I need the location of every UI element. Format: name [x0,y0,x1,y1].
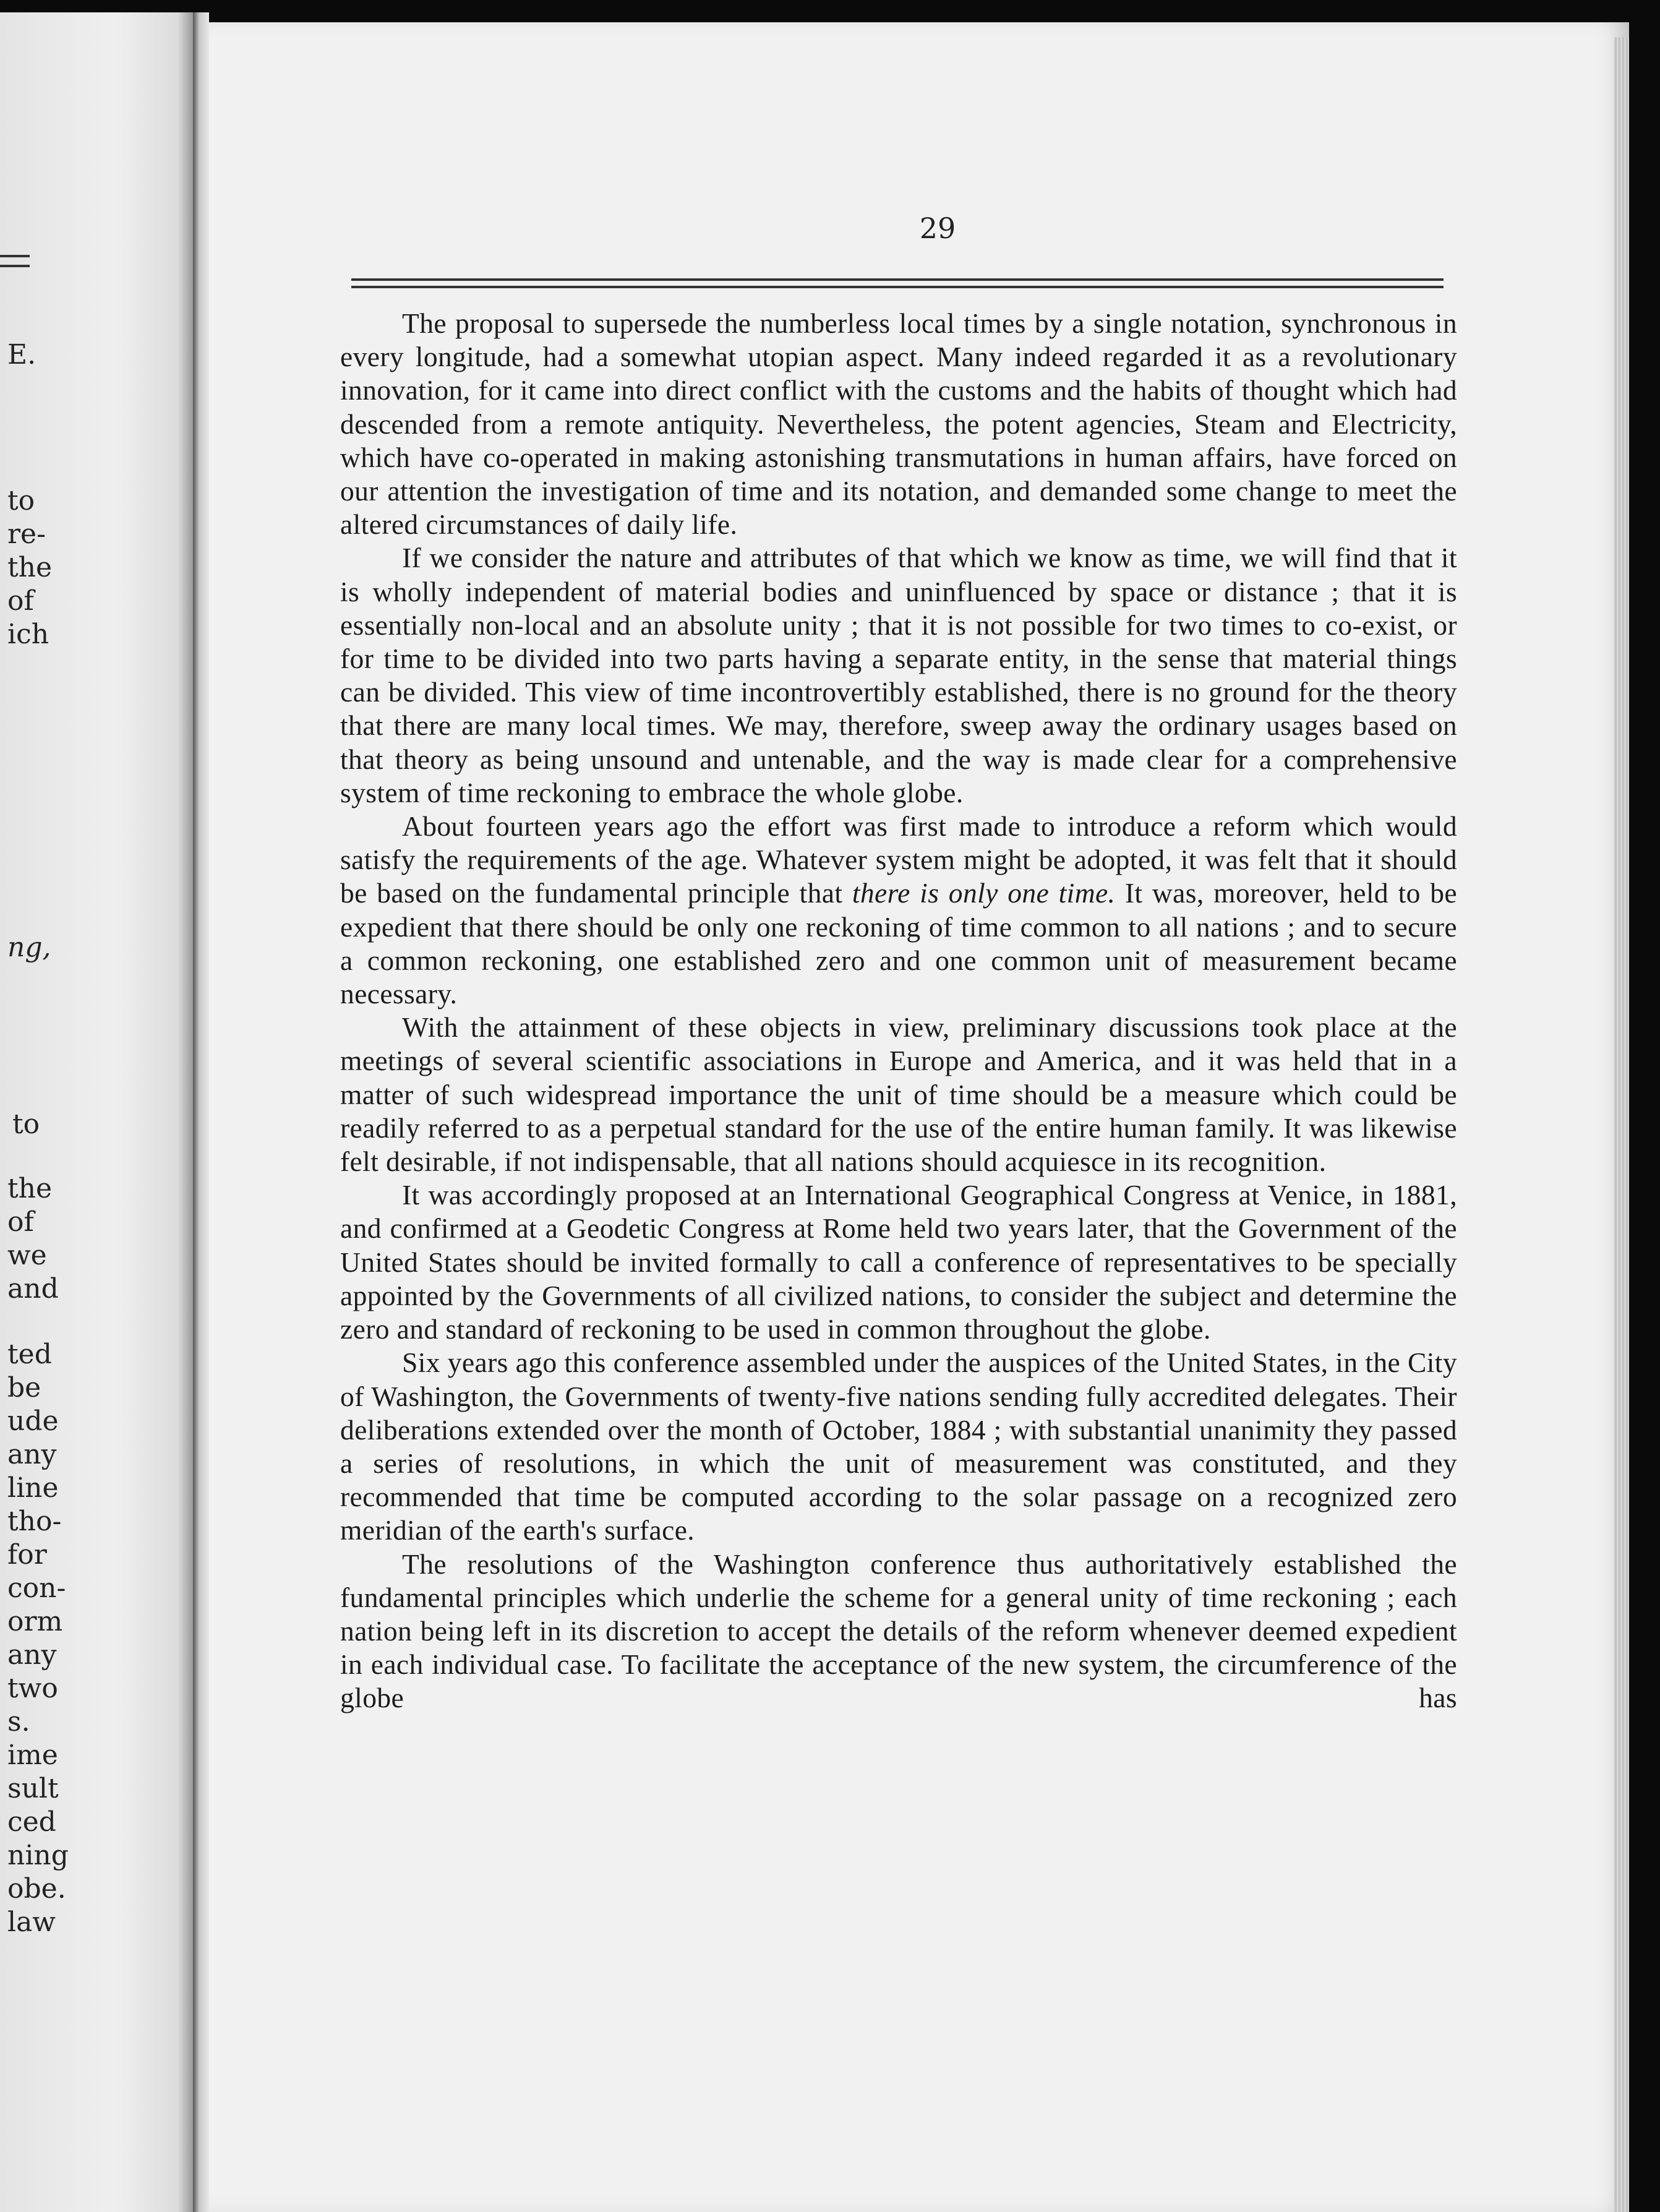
previous-page-fragment: E. [7,339,36,371]
previous-page-fragment: line [7,1472,59,1504]
paragraph [340,810,1457,1011]
previous-page-fragment: law [7,1906,56,1938]
previous-page-fragment: ted [7,1339,52,1370]
previous-page-fragment: ced [7,1806,56,1838]
previous-page-fragment: orm [7,1606,63,1637]
paragraph-text: About fourteen years ago the effort was first made to introduce a reform which would satisfy the requirements of the age. Whatever system might be adopted, it was felt that it should be based on the fundamental principle that [340,810,1457,909]
header-rule [351,278,1444,288]
previous-page-fragment: two [7,1673,58,1704]
paragraph: With the attainment of these objects in view, preliminary discussions took place at the meetings of several scientific associations in Europe and America, and it was held that in a matter of such widespread importance the unit of time should be a measure which could be readily referred to as a perpetual standard for the use of the entire human family. It was likewise felt desirable, if not indispensable, that all nations should acquiesce in its recognition. [340,1011,1457,1178]
previous-page-fragment: sult [7,1773,59,1804]
previous-page-fragment: any [7,1439,57,1470]
previous-page-fragment: ude [7,1405,59,1437]
previous-page-fragment: and [7,1273,59,1305]
book-gutter [193,12,209,2212]
previous-page-fragment: ich [7,619,49,650]
previous-page-fragment: we [7,1240,47,1271]
previous-page-edge [0,12,193,2212]
previous-page-fragment: obe. [7,1873,66,1905]
paragraph: The proposal to supersede the numberless local times by a single notation, synchronous in every longitude, had a somewhat utopian aspect. Many indeed regarded it as a revolutionary innovation, for it came into direct conflict with the customs and the habits of thought which had descended from a remote antiquity. Nevertheless, the potent agencies, Steam and Electricity, which have co-operated in making astonishing transmutations in human affairs, have forced on our attention the investigation of time and its notation, and demanded some change to meet the altered circumstances of daily life. [340,307,1457,541]
previous-page-fragment: the [7,552,53,583]
page-number: 29 [919,212,956,245]
previous-page-fragment: re- [7,518,46,550]
previous-page-fragment: for [7,1539,47,1571]
previous-page-fragment: the [7,1173,53,1204]
previous-page-fragment: to [12,1108,40,1140]
page-stack-edge [1614,37,1629,2212]
previous-page-fragment: be [7,1372,41,1404]
paragraph: It was accordingly proposed at an International Geographical Congress at Venice, in 1881, and confirmed at a Geodetic Congress at Rome held two years later, that the Government of the United States should be invited formally to call a conference of representatives to be specially appointed by the Governments of all civilized nations, to consider the subject and determine the zero and standard of reckoning to be used in common throughout the globe. [340,1179,1457,1345]
previous-page-fragment: ime [7,1739,58,1771]
previous-page-fragment: con- [7,1572,66,1604]
previous-page-fragment: to [7,485,35,517]
previous-page-fragment: s. [7,1706,30,1738]
previous-page-fragment: ning [7,1840,69,1871]
body-text [340,307,1457,1715]
previous-page-fragment: ng, [7,932,51,963]
paragraph-text: It was, moreover, held to be expedient that there should be only one reckoning of time common to all nations ; and to secure a common reckoning, one established zero and one common unit of measurement became necessary. [340,877,1458,1010]
previous-page-fragment: tho- [7,1506,62,1537]
previous-page-rule [0,255,30,267]
previous-page-fragment: any [7,1639,57,1671]
paragraph: Six years ago this conference assembled under the auspices of the United States, in the City of Washington, the Governments of twenty-five nations sending fully accredited delegates. Their deliberations extended over the month of October, 1884 ; with substantial unanimity they passed a series of resolutions, in which the unit of measurement was constituted, and they recommended that time be computed according to the solar passage on a recognized zero meridian of the earth's surface. [340,1347,1457,1546]
emphasis-text: there is only one time. [852,877,1116,909]
paragraph: If we consider the nature and attributes of that which we know as time, we will find that it is wholly independent of material bodies and uninfluenced by space or distance ; that it is essentially non-local and an absolute unity ; that it is not possible for two times to co-exist, or for time to be divided into two parts having a separate entity, in the sense that material things can be divided. This view of time incontrovertibly established, there is no ground for the theory that there are many local times. We may, therefore, sweep away the ordinary usages based on that theory as being unsound and untenable, and the way is made clear for a comprehensive system of time reckoning to embrace the whole globe. [340,542,1457,808]
previous-page-fragment: of [7,1206,34,1238]
previous-page-fragment: of [7,585,34,617]
page [209,22,1629,2212]
paragraph: The resolutions of the Washington conference thus authoritatively established the fundamental principles which underlie the scheme for a general unity of time reckoning ; each nation being left in its discretion to accept the details of the reform whenever deemed expedient in each individual case. To facilitate the acceptance of the new system, the circumference of the globe has [340,1548,1457,1714]
